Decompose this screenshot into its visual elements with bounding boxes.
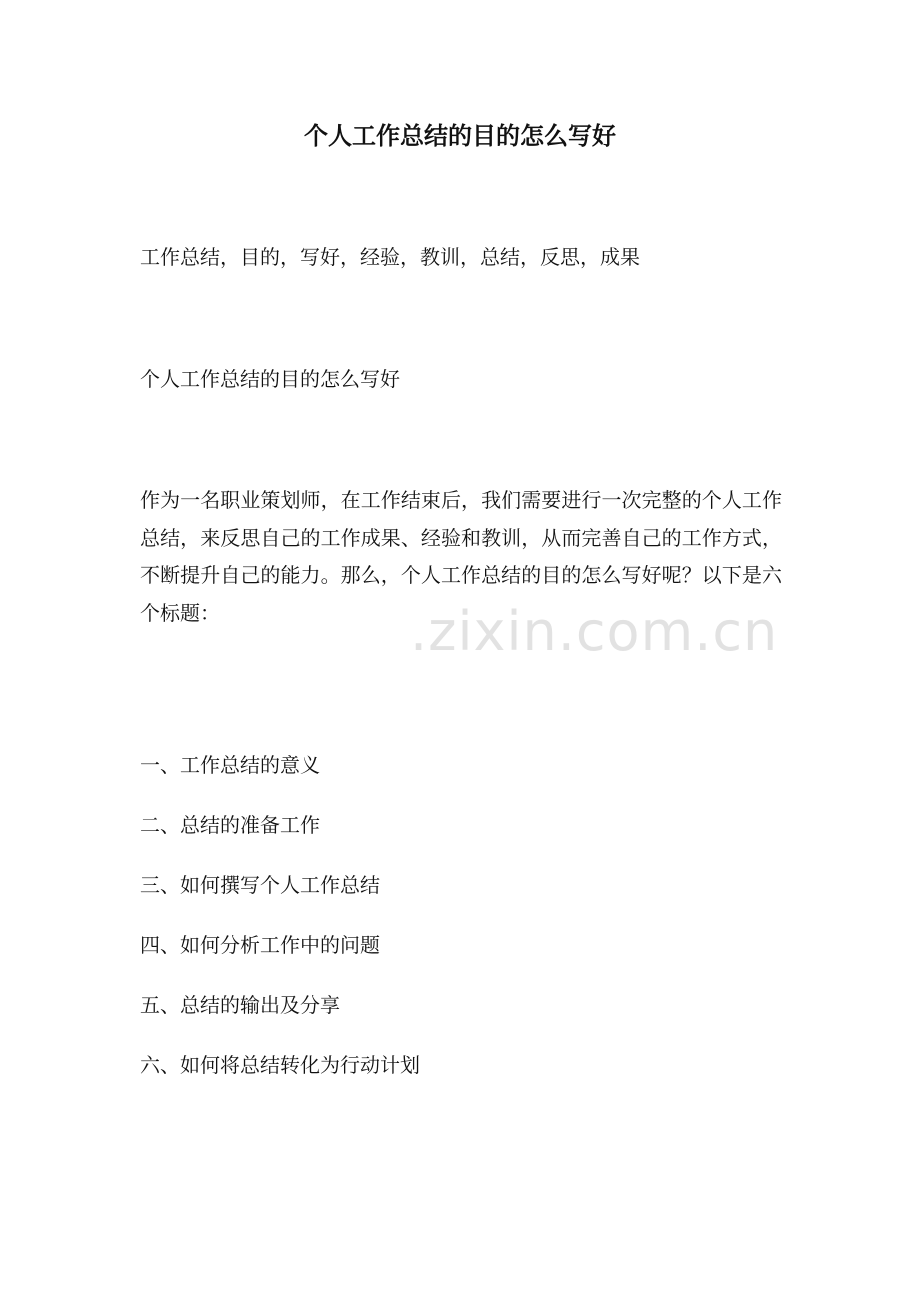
list-item: 五、总结的输出及分享 — [140, 993, 340, 1017]
list-item: 六、如何将总结转化为行动计划 — [140, 1053, 420, 1077]
section-heading: 个人工作总结的目的怎么写好 — [140, 367, 400, 391]
keywords-line: 工作总结，目的，写好，经验，教训，总结，反思，成果 — [140, 245, 640, 269]
list-item: 四、如何分析工作中的问题 — [140, 933, 380, 957]
list-item: 一、工作总结的意义 — [140, 753, 320, 777]
list-item: 三、如何撰写个人工作总结 — [140, 873, 380, 897]
document-title: 个人工作总结的目的怎么写好 — [304, 121, 616, 150]
list-item: 二、总结的准备工作 — [140, 813, 320, 837]
intro-paragraph: 作为一名职业策划师，在工作结束后，我们需要进行一次完整的个人工作总结，来反思自己的工作成果、经验和教训，从而完善自己的工作方式，不断提升自己的能力。那么，个人工作总结的目的怎么写好呢？以下是六个标题： — [140, 488, 782, 625]
watermark: .zixin.com.cn — [410, 600, 779, 663]
